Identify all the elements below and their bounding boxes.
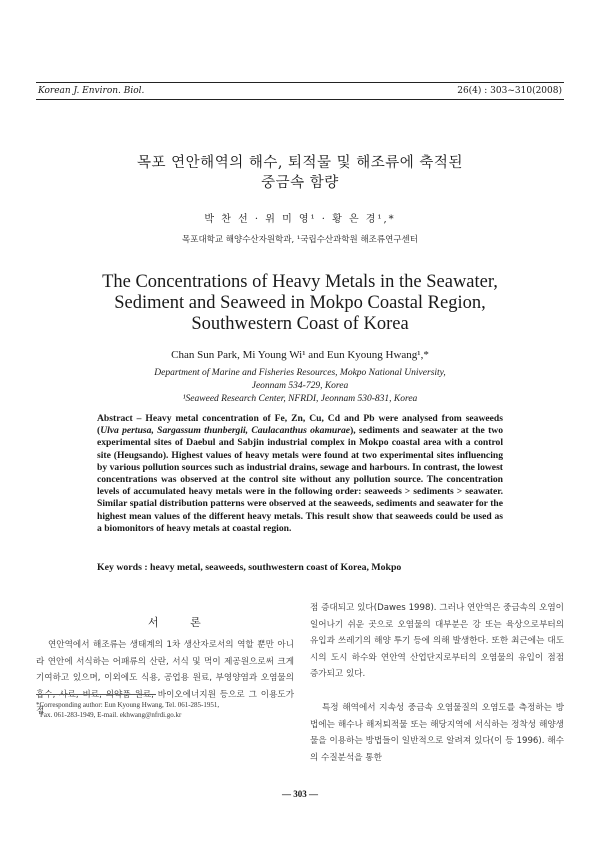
corresponding-author-footnote: [36, 700, 296, 720]
english-title-line-3: Southwestern Coast of Korea: [191, 314, 409, 334]
abstract-text-part-2: ), sediments and seawater at the two experimental sites of Daebul and Sabjin industrial complex in Mokpo coastal area with a control site (Heugsando). Highest values of heavy metals were found at two experimental sites influencing by various pollution sources such as industrial drains, sewage and harbours. In contrast, the lowest concentrations was observed at the control site without any pollution source. The concentration levels of accumulated heavy metals were in the following order: seaweeds > sediments > seawater. Similar spatial distribution patterns were observed at the seaweeds, sediments and seawater for the highest mean values of the different heavy metals. This result show that seaweeds could be used as a biomonitors of heavy metals at coastal region.: [97, 425, 503, 534]
section-title-introduction: 서 론: [148, 616, 215, 629]
introduction-left-paragraph: 연안역에서 해조류는 생태계의 1차 생산자로서의 역할 뿐만 아니라 연안에 서식하는 어패류의 산란, 서식 및 먹이 제공원으로써 크게 기여하고 있으며, 이외에도 식용, 공업용 원료, 부영양염과 오염물의 흡수, 사료, 비료, 의약품 원료, 바이오에너지원 등으로 그 이용도가 점: [36, 640, 294, 717]
korean-affiliation: 목포대학교 해양수산자원학과, ¹국립수산과학원 해조류연구센터: [182, 235, 418, 245]
abstract-text-part-1: Heavy metal concentration of Fe, Zn, Cu, Cd and Pb were analysed from seaweeds (: [97, 413, 503, 437]
korean-title-line-2: 중금속 함량: [261, 175, 339, 191]
korean-title-line-1: 목포 연안해역의 해수, 퇴적물 및 해조류에 축적된: [137, 155, 463, 171]
introduction-right-paragraph-2: 특정 해역에서 지속성 중금속 오염물질의 오염도를 측정하는 방법에는 해수나 해저퇴적물 또는 해당지역에 서식하는 정착성 해양생물을 이용하는 방법들이 일반적으로 알려져 있다(이 등 1996). 해수의 수질분석을 통한: [310, 703, 564, 763]
introduction-right-paragraph-1: 점 증대되고 있다(Dawes 1998). 그러나 연안역은 중금속의 오염이 일어나기 쉬운 곳으로 오염물의 대부분은 강 또는 육상으로부터의 유입과 쓰레기의 해양 투기 등에 의해 발생한다. 또한 최근에는 대도시의 도시 하수와 연안역 산업단지로부터의 오염물의 유입이 점점 증가되고 있다.: [310, 603, 564, 680]
english-affiliation-line-1: Department of Marine and Fisheries Resources, Mokpo National University,: [154, 368, 446, 378]
footnote-rule: [36, 694, 156, 695]
english-title-line-1: The Concentrations of Heavy Metals in the Seawater,: [102, 272, 498, 292]
english-title-line-2: Sediment and Seaweed in Mokpo Coastal Region,: [114, 293, 486, 313]
footnote-line-1: *Corresponding author: Eun Kyoung Hwang, Tel. 061-285-1951,: [36, 701, 220, 709]
korean-authors: 박 찬 선 · 위 미 영¹ · 황 은 경¹,*: [204, 214, 396, 225]
english-authors: Chan Sun Park, Mi Young Wi¹ and Eun Kyoung Hwang¹,*: [171, 349, 429, 361]
journal-name: Korean J. Environ. Biol.: [38, 86, 145, 96]
abstract: Abstract – Heavy metal concentration of Fe, Zn, Cu, Cd and Pb were analysed from seaweeds (Ulva pertusa, Sargassum thunbergii, Caulacanthus okamurae), sediments and seawater at the two experimental sites of Daebul and Sabjin industrial complex in Mokpo coastal area with a control site (Heugsando). Highest values of heavy metals were found at two experimental sites influencing by various pollution sources such as industrial drains, sewage and harbours. In contrast, the lowest concentrations was observed at the control site without any pollution source. The concentration levels of accumulated heavy metals were in the following order: seaweeds > sediments > seawater. Similar spatial distribution patterns were observed at the seaweeds, sediments and seawater for the highest mean values of the different heavy metals. This result show that seaweeds could be used as a biomonitors of heavy metals at coastal region.: [97, 413, 503, 534]
english-affiliation-line-3: ¹Seaweed Research Center, NFRDI, Jeonnam 530-831, Korea: [182, 394, 418, 404]
keywords: Key words : heavy metal, seaweeds, southwestern coast of Korea, Mokpo: [97, 562, 402, 573]
header-bottom-rule: [36, 99, 564, 100]
english-affiliation-line-2: Jeonnam 534-729, Korea: [251, 381, 349, 391]
journal-issue: 26(4) : 303~310(2008): [457, 86, 562, 96]
abstract-species-names: Ulva pertusa, Sargassum thunbergii, Caulacanthus okamurae: [100, 425, 351, 437]
header-top-rule: [36, 82, 564, 83]
footnote-line-2: Fax. 061-283-1949, E-mail. ekhwang@nfrdi.go.kr: [40, 711, 182, 719]
page-number: — 303 —: [282, 789, 318, 799]
abstract-label: Abstract: [97, 413, 133, 424]
